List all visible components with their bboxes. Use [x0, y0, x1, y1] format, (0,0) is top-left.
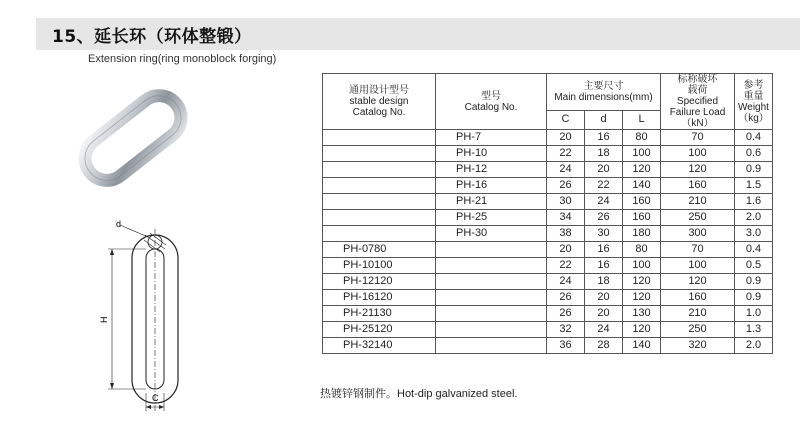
- cell-l: 140: [623, 338, 661, 354]
- cell-load: 210: [661, 306, 735, 322]
- table-row: [323, 322, 773, 338]
- cell-d: 18: [585, 146, 623, 162]
- footnote: 热镀锌钢制件。Hot-dip galvanized steel.: [320, 388, 518, 400]
- cell-l: 120: [623, 290, 661, 306]
- table-row: [323, 178, 773, 194]
- header-catalog-no: 型号 Catalog No.: [436, 74, 547, 130]
- header-main-dimensions: 主要尺寸 Main dimensions(mm): [547, 74, 661, 111]
- cell-l: 140: [623, 178, 661, 194]
- cell-cat: [436, 322, 547, 338]
- table-row: [323, 226, 773, 242]
- header-c: C: [547, 110, 585, 129]
- cell-d: 20: [585, 162, 623, 178]
- header-std-design: 通用设计型号 stable design Catalog No.: [323, 74, 436, 130]
- cell-c: 20: [547, 242, 585, 258]
- table-row: [323, 306, 773, 322]
- header-l: L: [623, 110, 661, 129]
- table-row: [323, 338, 773, 354]
- product-photo: [68, 80, 198, 195]
- table-row: [323, 130, 773, 146]
- cell-c: 26: [547, 178, 585, 194]
- cell-load: 320: [661, 338, 735, 354]
- cell-c: 24: [547, 274, 585, 290]
- spec-table: [322, 73, 773, 354]
- cell-l: 120: [623, 162, 661, 178]
- cell-d: 20: [585, 306, 623, 322]
- cell-cat: [436, 242, 547, 258]
- cell-l: 100: [623, 146, 661, 162]
- cell-cat: [436, 338, 547, 354]
- cell-c: 36: [547, 338, 585, 354]
- cell-cat: PH-25: [436, 210, 547, 226]
- cell-load: 70: [661, 242, 735, 258]
- cell-d: 26: [585, 210, 623, 226]
- cell-c: 24: [547, 162, 585, 178]
- dim-c-label: C: [152, 393, 159, 403]
- cell-c: 22: [547, 258, 585, 274]
- cell-cat: PH-12: [436, 162, 547, 178]
- cell-l: 80: [623, 130, 661, 146]
- cell-d: 18: [585, 274, 623, 290]
- header-failure-load: 标称破坏 载荷 Specified Failure Load （kN）: [661, 74, 735, 130]
- cell-c: 26: [547, 306, 585, 322]
- cell-l: 130: [623, 306, 661, 322]
- cell-weight: 0.9: [735, 162, 773, 178]
- cell-weight: 3.0: [735, 226, 773, 242]
- cell-load: 160: [661, 290, 735, 306]
- cell-load: 210: [661, 194, 735, 210]
- dim-h-label: H: [99, 316, 109, 323]
- cell-std: [323, 226, 436, 242]
- cell-weight: 0.4: [735, 130, 773, 146]
- cell-cat: [436, 290, 547, 306]
- cell-load: 300: [661, 226, 735, 242]
- cell-weight: 1.0: [735, 306, 773, 322]
- cell-weight: 1.6: [735, 194, 773, 210]
- page-title: 15、延长环（环体整锻）: [52, 27, 252, 47]
- cell-std: [323, 210, 436, 226]
- cell-cat: [436, 258, 547, 274]
- cell-std: PH-12120: [323, 274, 436, 290]
- cell-l: 100: [623, 258, 661, 274]
- cell-d: 16: [585, 130, 623, 146]
- cell-d: 16: [585, 258, 623, 274]
- cell-cat: PH-21: [436, 194, 547, 210]
- cell-c: 38: [547, 226, 585, 242]
- cell-std: PH-25120: [323, 322, 436, 338]
- cell-d: 24: [585, 194, 623, 210]
- cell-weight: 0.5: [735, 258, 773, 274]
- cell-c: 34: [547, 210, 585, 226]
- header-weight: 参考 重量 Weight （kg）: [735, 74, 773, 130]
- cell-cat: PH-16: [436, 178, 547, 194]
- cell-weight: 0.6: [735, 146, 773, 162]
- dim-d-label: d: [116, 219, 122, 229]
- cell-weight: 1.3: [735, 322, 773, 338]
- cell-weight: 0.4: [735, 242, 773, 258]
- cell-std: [323, 178, 436, 194]
- cell-l: 80: [623, 242, 661, 258]
- table-row: [323, 242, 773, 258]
- cell-std: [323, 130, 436, 146]
- table-row: [323, 194, 773, 210]
- cell-l: 120: [623, 322, 661, 338]
- cell-std: PH-32140: [323, 338, 436, 354]
- cell-load: 250: [661, 210, 735, 226]
- technical-drawing: [90, 215, 200, 415]
- cell-c: 26: [547, 290, 585, 306]
- cell-std: [323, 194, 436, 210]
- cell-load: 70: [661, 130, 735, 146]
- cell-load: 120: [661, 274, 735, 290]
- cell-c: 20: [547, 130, 585, 146]
- cell-std: PH-16120: [323, 290, 436, 306]
- cell-weight: 0.9: [735, 274, 773, 290]
- table-row: [323, 162, 773, 178]
- cell-c: 32: [547, 322, 585, 338]
- cell-d: 16: [585, 242, 623, 258]
- cell-d: 22: [585, 178, 623, 194]
- cell-std: PH-10100: [323, 258, 436, 274]
- cell-cat: [436, 306, 547, 322]
- cell-load: 250: [661, 322, 735, 338]
- header-d: d: [585, 110, 623, 129]
- cell-std: PH-21130: [323, 306, 436, 322]
- cell-c: 22: [547, 146, 585, 162]
- cell-c: 30: [547, 194, 585, 210]
- cell-d: 20: [585, 290, 623, 306]
- cell-std: [323, 146, 436, 162]
- page-subtitle: Extension ring(ring monoblock forging): [88, 53, 277, 65]
- cell-load: 100: [661, 258, 735, 274]
- cell-weight: 0.9: [735, 290, 773, 306]
- cell-std: [323, 162, 436, 178]
- cell-l: 120: [623, 274, 661, 290]
- cell-cat: [436, 274, 547, 290]
- cell-load: 120: [661, 162, 735, 178]
- cell-d: 28: [585, 338, 623, 354]
- cell-std: PH-0780: [323, 242, 436, 258]
- cell-l: 180: [623, 226, 661, 242]
- table-row: [323, 290, 773, 306]
- cell-load: 100: [661, 146, 735, 162]
- table-row: [323, 210, 773, 226]
- table-row: [323, 274, 773, 290]
- cell-cat: PH-30: [436, 226, 547, 242]
- cell-d: 24: [585, 322, 623, 338]
- table-row: [323, 146, 773, 162]
- cell-d: 30: [585, 226, 623, 242]
- cell-l: 160: [623, 210, 661, 226]
- cell-load: 160: [661, 178, 735, 194]
- cell-cat: PH-10: [436, 146, 547, 162]
- cell-weight: 2.0: [735, 210, 773, 226]
- cell-l: 160: [623, 194, 661, 210]
- cell-cat: PH-7: [436, 130, 547, 146]
- cell-weight: 1.5: [735, 178, 773, 194]
- table-row: [323, 258, 773, 274]
- cell-weight: 2.0: [735, 338, 773, 354]
